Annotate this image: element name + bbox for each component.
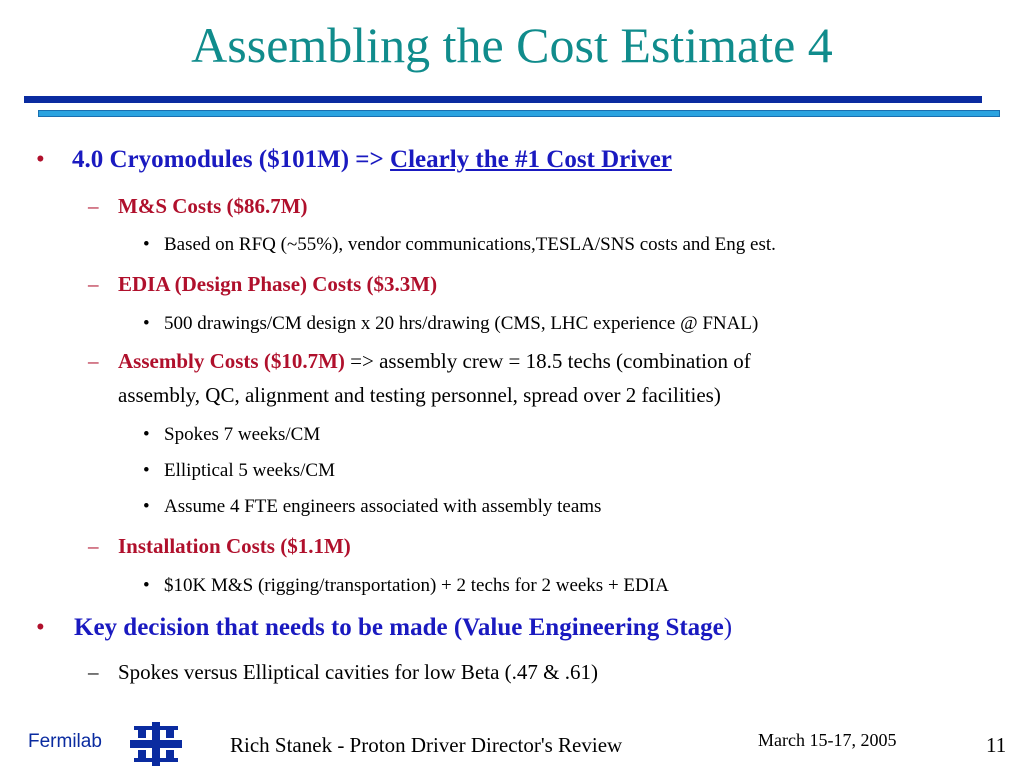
cryomodules-text: 4.0 Cryomodules ($101M) =>	[72, 146, 391, 173]
bullet-assembly-line2: assembly, QC, alignment and testing personnel, spread over 2 facilities)	[118, 383, 721, 407]
bullet-assume-fte: Assume 4 FTE engineers associated with assembly teams	[164, 496, 602, 517]
bullet-edia-detail: 500 drawings/CM design x 20 hrs/drawing (CMS, LHC experience @ FNAL)	[164, 313, 759, 334]
footer-presenter: Rich Stanek - Proton Driver Director's Review	[230, 733, 623, 757]
title-rule-light	[38, 110, 1000, 117]
bullet-l1-marker: •	[36, 614, 45, 641]
footer-date: March 15-17, 2005	[758, 730, 897, 750]
bullet-l1-marker: •	[36, 146, 45, 173]
bullet-l2-marker: –	[88, 272, 99, 296]
bullet-l2-marker: –	[88, 194, 99, 218]
key-decision-main: Key decision that needs to be made (Value Engineering Stage	[74, 614, 724, 641]
key-decision-paren: )	[723, 614, 733, 641]
bullet-l3-marker: •	[143, 496, 150, 517]
bullet-spokes-vs-elliptical: Spokes versus Elliptical cavities for low Beta (.47 & .61)	[118, 660, 598, 684]
bullet-l3-marker: •	[143, 575, 150, 596]
footer-logo-text: Fermilab	[28, 731, 102, 752]
bullet-spokes: Spokes 7 weeks/CM	[164, 424, 321, 445]
cryomodules-highlight: Clearly the #1 Cost Driver	[390, 146, 672, 173]
bullet-l3-marker: •	[143, 234, 150, 255]
bullet-installation-costs: Installation Costs ($1.1M)	[118, 534, 351, 558]
bullet-elliptical: Elliptical 5 weeks/CM	[164, 460, 335, 481]
bullet-assembly-line1	[118, 349, 751, 374]
assembly-costs-rest: => assembly crew = 18.5 techs (combination of	[344, 349, 751, 373]
bullet-ms-costs: M&S Costs ($86.7M)	[118, 194, 308, 218]
bullet-ms-detail: Based on RFQ (~55%), vendor communications,TESLA/SNS costs and Eng est.	[164, 234, 776, 255]
page-title: Assembling the Cost Estimate 4	[191, 17, 833, 73]
title-rule-dark	[24, 96, 982, 103]
bullet-installation-detail: $10K M&S (rigging/transportation) + 2 techs for 2 weeks + EDIA	[164, 575, 669, 596]
bullet-edia-costs: EDIA (Design Phase) Costs ($3.3M)	[118, 272, 438, 296]
bullet-l2-marker: –	[88, 534, 99, 558]
bullet-key-decision	[74, 614, 732, 642]
bullet-l3-marker: •	[143, 313, 150, 334]
footer-page-number: 11	[986, 733, 1007, 757]
fermilab-logo-icon	[130, 722, 182, 771]
bullet-l3-marker: •	[143, 424, 150, 445]
bullet-l2-marker: –	[88, 349, 99, 373]
bullet-l2-marker: –	[88, 660, 99, 684]
bullet-l3-marker: •	[143, 460, 150, 481]
bullet-cryomodules	[72, 146, 672, 174]
assembly-costs-label: Assembly Costs ($10.7M)	[118, 349, 345, 373]
